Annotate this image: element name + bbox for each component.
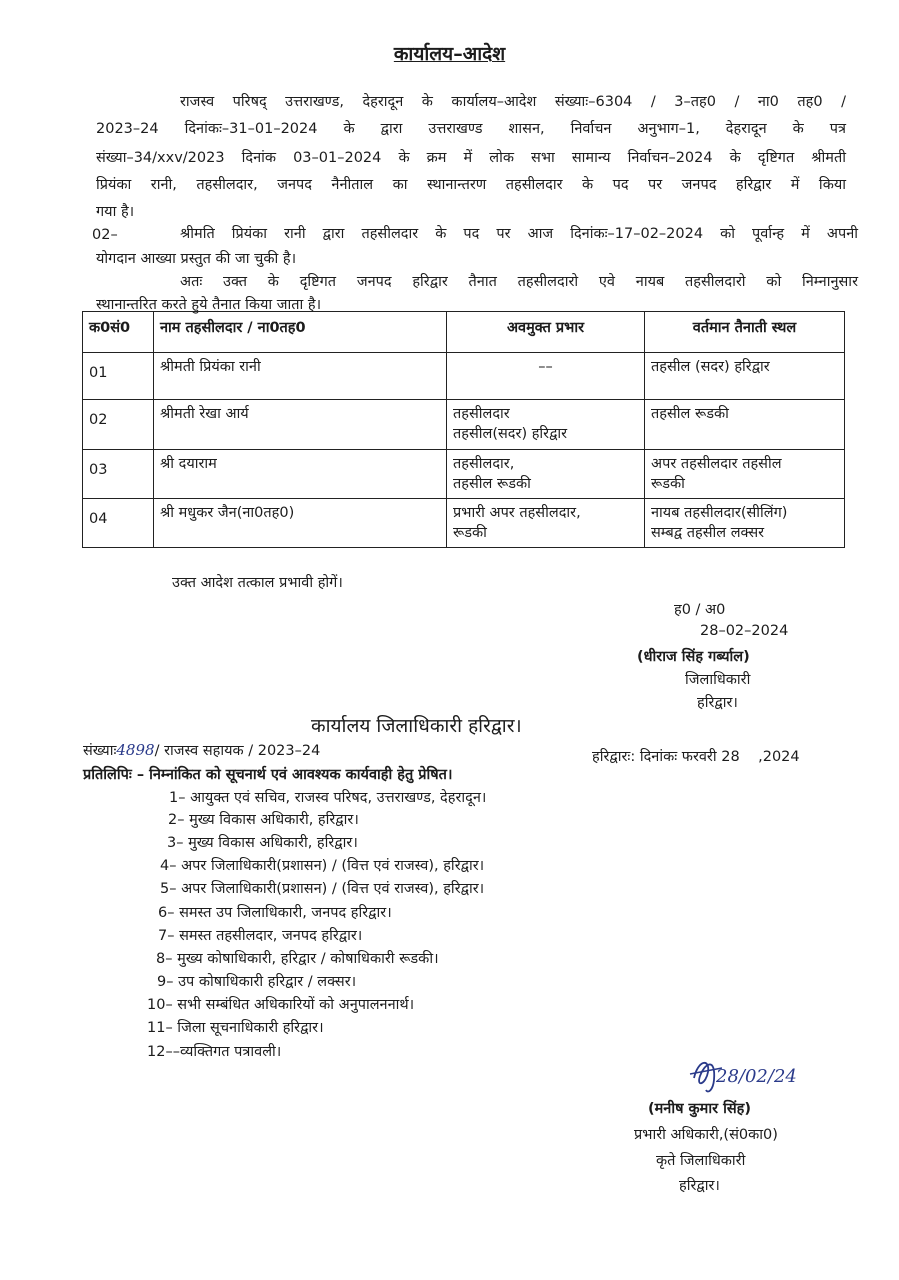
order-para1-line4: प्रियंका रानी, तहसीलदार, जनपद नैनीताल का स्थानान्तरण तहसीलदार के पद पर जनपद हरिद्वार में किया (96, 177, 846, 193)
list-item: 2– मुख्य विकास अधिकारी, हरिद्वार। (168, 812, 359, 828)
header-serial: क0सं0 (83, 312, 154, 353)
row-serial: 01 (83, 353, 154, 400)
row-serial: 02 (83, 400, 154, 450)
table-row (83, 450, 845, 499)
posting-line: तहसील रूडकी (651, 406, 729, 422)
order-para2-line1: श्रीमति प्रियंका रानी द्वारा तहसीलदार के पद पर आज दिनांकः–17–02–2024 को पूर्वान्ह में अपनी (180, 226, 858, 242)
row-current-posting (645, 450, 845, 499)
list-item: 6– समस्त उप जिलाधिकारी, जनपद हरिद्वार। (158, 905, 392, 921)
list-item: 7– समस्त तहसीलदार, जनपद हरिद्वार। (158, 928, 363, 944)
list-item: 3– मुख्य विकास अधिकारी, हरिद्वार। (167, 835, 358, 851)
order-para1-line5: गया है। (96, 204, 135, 220)
list-item: 4– अपर जिलाधिकारी(प्रशासन) / (वित्त एवं राजस्व), हरिद्वार। (160, 858, 485, 874)
list-item: 10– सभी सम्बंधित अधिकारियों को अनुपालननार्थ। (147, 997, 415, 1013)
list-item: 1– आयुक्त एवं सचिव, राजस्व परिषद, उत्तराखण्ड, देहरादून। (169, 790, 487, 806)
list-item: 11– जिला सूचनाधिकारी हरिद्वार। (147, 1020, 324, 1036)
relieved-line: –– (538, 359, 553, 375)
order-para1-line2: 2023–24 दिनांकः–31–01–2024 के द्वारा उत्तराखण्ड शासन, निर्वाचन अनुभाग–1, देहरादून के पत्र (96, 121, 846, 137)
ref-prefix: संख्याः (83, 743, 117, 759)
dm-signer-name: (धीराज सिंह गर्ब्याल) (637, 649, 750, 665)
copy-office-title: कार्यालय जिलाधिकारी हरिद्वार। (311, 715, 522, 737)
transfer-table (82, 311, 845, 548)
relieved-line: तहसील(सदर) हरिद्वार (453, 426, 568, 442)
sign-date: 28–02–2024 (700, 623, 789, 639)
relieved-line: प्रभारी अपर तहसीलदार, (453, 505, 581, 521)
posting-line: अपर तहसीलदार तहसील (651, 456, 782, 472)
relieved-line: तहसील रूडकी (453, 476, 531, 492)
copy-heading: प्रतिलिपिः – निम्नांकित को सूचनार्थ एवं आवश्यक कार्यवाही हेतु प्रेषित। (83, 767, 453, 783)
sign-initial: ह0 / अ0 (674, 602, 726, 618)
order-para3-line2: स्थानान्तरित करते हुये तैनात किया जाता है। (96, 297, 322, 313)
ref-suffix: / राजस्व सहायक / 2023–24 (154, 743, 321, 759)
posting-line: नायब तहसीलदार(सीलिंग) (651, 505, 788, 521)
row-serial: 04 (83, 499, 154, 548)
dm-signer-post: जिलाधिकारी (685, 672, 751, 688)
order-para3-line1: अतः उक्त के दृष्टिगत जनपद हरिद्वार तैनात तहसीलदारो एवे नायब तहसीलदारो को निम्नानुसार (180, 274, 858, 290)
table-row (83, 353, 845, 400)
table-row (83, 400, 845, 450)
table-header-row (83, 312, 845, 353)
row-relieved-charge (447, 400, 645, 450)
dm-signer-place: हरिद्वार। (697, 695, 738, 711)
order-para1-line3: संख्या–34/xxv/2023 दिनांक 03–01–2024 के क्रम में लोक सभा सामान्य निर्वाचन–2024 के दृष्टिगत श्रीमती (96, 150, 846, 166)
row-relieved-charge (447, 499, 645, 548)
list-item: 8– मुख्य कोषाधिकारी, हरिद्वार / कोषाधिकारी रूडकी। (156, 951, 439, 967)
list-item: 9– उप कोषाधिकारी हरिद्वार / लक्सर। (157, 974, 357, 990)
order-para1-line1: राजस्व परिषद् उत्तराखण्ड, देहरादून के कार्यालय–आदेश संख्याः–6304 / 3–तह0 / ना0 तह0 / (180, 94, 846, 110)
row-officer-name: श्री मधुकर जैन(ना0तह0) (154, 499, 447, 548)
row-officer-name: श्रीमती रेखा आर्य (154, 400, 447, 450)
copy-reference (83, 740, 320, 760)
relieved-line: तहसीलदार, (453, 456, 515, 472)
relieved-line: तहसीलदार (453, 406, 510, 422)
copy-date-line: हरिद्वारः: दिनांकः फरवरी 28 ,2024 (592, 749, 800, 765)
copy-signer-for: कृते जिलाधिकारी (656, 1153, 746, 1169)
row-current-posting (645, 353, 845, 400)
header-name: नाम तहसीलदार / ना0तह0 (154, 312, 447, 353)
order-para2-number: 02– (92, 227, 118, 243)
ref-number-handwritten: 4898 (116, 741, 155, 759)
row-officer-name: श्रीमती प्रियंका रानी (154, 353, 447, 400)
copy-signer-place: हरिद्वार। (679, 1178, 720, 1194)
row-serial: 03 (83, 450, 154, 499)
signature-date: 28/02/24 (716, 1066, 797, 1087)
posting-line: रूडकी (651, 476, 685, 492)
effect-note: उक्त आदेश तत्काल प्रभावी होगें। (172, 575, 343, 591)
posting-line: सम्बद्व तहसील लक्सर (651, 525, 765, 541)
header-relieved-charge: अवमुक्त प्रभार (447, 312, 645, 353)
row-relieved-charge (447, 353, 645, 400)
row-current-posting (645, 499, 845, 548)
copy-signer-post: प्रभारी अधिकारी,(सं0का0) (634, 1127, 778, 1143)
order-para2-line2: योगदान आख्या प्रस्तुत की जा चुकी है। (96, 251, 297, 267)
row-relieved-charge (447, 450, 645, 499)
header-current-posting: वर्तमान तैनाती स्थल (645, 312, 845, 353)
posting-line: तहसील (सदर) हरिद्वार (651, 359, 770, 375)
table-row (83, 499, 845, 548)
row-officer-name: श्री दयाराम (154, 450, 447, 499)
list-item: 5– अपर जिलाधिकारी(प्रशासन) / (वित्त एवं राजस्व), हरिद्वार। (160, 881, 485, 897)
copy-signer-name: (मनीष कुमार सिंह) (648, 1101, 751, 1117)
list-item: 12––व्यक्तिगत पत्रावली। (147, 1044, 282, 1060)
relieved-line: रूडकी (453, 525, 487, 541)
order-title: कार्यालय–आदेश (393, 43, 506, 65)
handwritten-signature (688, 1050, 818, 1100)
row-current-posting (645, 400, 845, 450)
